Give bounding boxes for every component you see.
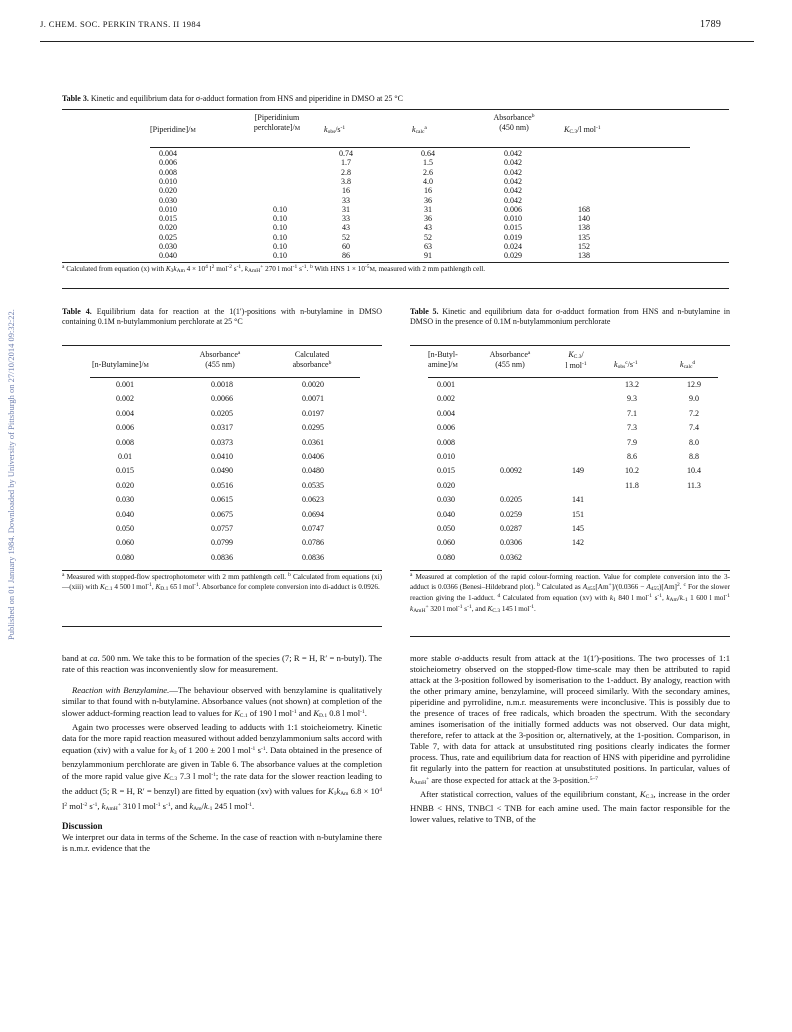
table5-cell: 0.008 xyxy=(437,437,455,447)
table5-cell: 0.015 xyxy=(437,466,455,476)
table5-row xyxy=(410,438,792,452)
table5-cell: 7.2 xyxy=(689,408,699,418)
table3-cell: 0.030 xyxy=(159,242,177,251)
table4-cell: 0.0836 xyxy=(211,552,233,562)
page-number: 1789 xyxy=(700,19,722,30)
table3-cell: 0.006 xyxy=(159,158,177,168)
table3-cell: 91 xyxy=(424,251,432,261)
table3-cell: 0.74 xyxy=(339,149,353,158)
table4-cell: 0.0490 xyxy=(211,466,233,476)
table3-cell: 2.8 xyxy=(341,167,351,177)
table3-cell: 0.042 xyxy=(504,149,522,158)
table3-cell: 0.020 xyxy=(159,223,177,233)
table4-end-rule xyxy=(62,626,382,627)
table4-cell: 0.0205 xyxy=(211,408,233,418)
table3-cell: 1.5 xyxy=(423,158,433,168)
table3-head: [Piperidine]/M [Piperidinium perchlorate]/M $k_{obs}/s^{-1}$ $k_{calc}^a$ Absorbance$^b$ (450 nm) $K_{C.3}/l$ mol$^{-1}$ xyxy=(150,113,601,135)
table4-cell: 0.015 xyxy=(116,466,134,476)
table3-cell: 0.025 xyxy=(159,232,177,242)
table3-cell: 0.042 xyxy=(504,176,522,186)
table3-row xyxy=(150,205,750,214)
table5-row xyxy=(410,466,792,480)
table5-row xyxy=(410,510,792,524)
table3-cell: 63 xyxy=(424,242,432,251)
table3-row xyxy=(150,149,750,158)
table4-cell: 0.0071 xyxy=(302,394,324,404)
table4-cell: 0.040 xyxy=(116,509,134,519)
body-left-column: band at ca. 500 nm. We take this to be formation of the species (7; R = H, R′ = n-butyl). The rate of this reaction was inconveniently slow for measurement. Reaction with Benzylamine.—The behaviour observed with benzylamine is qualitatively similar to that found with n-butylamine. Absorbance values (not shown) at completion of the slower adduct-forming reaction lead to values for $K_{C.1}$ of 190 l mol$^{-1}$ and $K_{D.1}$ 0.8 l mol$^{-1}$. Again two processes were observed leading to adducts with 1:1 stoicheiometry. Kinetic data for the more rapid reaction measured without added benzylammonium salts accord with equation (xiv) with a value for $k_3$ of 1 200 ± 200 l mol$^{-1}$ $s^{-1}$. Data obtained in the presence of benzylammonium perchlorate are given in Table 6. The absorbance values at the completion of the more rapid value give $K_{C.3}$ 7.3 l mol$^{-1}$; the rate data for the slower reaction leading to the adduct (5; R = H, R′ = benzyl) are fitted by equation (xv) with values for $K_1k_{Am}$ $6.8 \times 10^4$ $l^2$ mol$^{-2}$ $s^{-1}$, $k_{AmH}^+$ 310 l mol$^{-1}$ $s^{-1}$, and $k_{Am}/k_{-1}$ 245 l mol$^{-1}$. Discussion We interpret our data in terms of the Scheme. In the case of reaction with n-butylamine there is n.m.r. evidence that the xyxy=(62,653,382,853)
table5-top-rule xyxy=(410,345,730,346)
table5-cell: 145 xyxy=(572,524,584,533)
table3-cell: 0.10 xyxy=(273,214,287,224)
table4-cell: 0.0799 xyxy=(211,538,233,548)
table3-cell: 0.040 xyxy=(159,251,177,261)
table3-cell: 4.0 xyxy=(423,176,433,186)
table4-head-rule xyxy=(90,377,360,378)
table5-cell: 0.0287 xyxy=(500,524,522,533)
table3-cell: 16 xyxy=(424,186,432,196)
table3-row xyxy=(150,223,750,232)
table3-cell: 2.6 xyxy=(423,167,433,177)
table4-cell: 0.060 xyxy=(116,538,134,548)
table3-cell: 0.010 xyxy=(159,176,177,186)
table3-row xyxy=(150,233,750,242)
table4-cell: 0.001 xyxy=(116,380,134,389)
table3-cell: 0.019 xyxy=(504,232,522,242)
table5-row xyxy=(410,538,792,552)
table3-cell: 0.10 xyxy=(273,223,287,233)
table5-row xyxy=(410,452,792,466)
table3-row xyxy=(150,196,750,205)
table3-head-rule xyxy=(150,147,690,148)
table4-cell: 0.0516 xyxy=(211,480,233,490)
table5-end-rule xyxy=(410,636,730,637)
table3-row xyxy=(150,168,750,177)
table3-cell: 0.006 xyxy=(504,204,522,214)
table3-row xyxy=(150,242,750,251)
table3-cell: 43 xyxy=(424,223,432,233)
table4-cell: 0.0623 xyxy=(302,495,324,505)
table5-cell: 0.0205 xyxy=(500,495,522,505)
table5-row xyxy=(410,409,792,423)
table4-cell: 0.01 xyxy=(118,452,132,461)
table5-cell: 0.010 xyxy=(437,452,455,461)
table3-cell: 0.020 xyxy=(159,186,177,196)
table4-cell: 0.0197 xyxy=(302,408,324,418)
table3-cell: 0.004 xyxy=(159,149,177,158)
table3-caption: Table 3. Kinetic and equilibrium data for σ-adduct formation from HNS and piperidine in DMSO at 25 °C xyxy=(62,94,403,103)
table4-cell: 0.030 xyxy=(116,495,134,505)
table5-cell: 0.0306 xyxy=(500,538,522,548)
table4-cell: 0.008 xyxy=(116,437,134,447)
table4-cell: 0.0480 xyxy=(302,466,324,476)
table3-cell: 52 xyxy=(342,232,350,242)
table5-cell: 0.004 xyxy=(437,408,455,418)
table5-cell: 0.030 xyxy=(437,495,455,505)
table5-row xyxy=(410,495,792,509)
table3-cell: 0.042 xyxy=(504,167,522,177)
discussion-heading: Discussion xyxy=(62,821,103,831)
running-header: J. CHEM. SOC. PERKIN TRANS. II 1984 xyxy=(40,19,201,29)
table4-cell: 0.006 xyxy=(116,423,134,433)
table5-head-rule xyxy=(428,377,718,378)
table3-cell: 0.10 xyxy=(273,251,287,261)
table5-cell: 8.6 xyxy=(627,452,637,461)
table5-cell: 13.2 xyxy=(625,380,639,389)
table3-cell: 52 xyxy=(424,232,432,242)
table3-cell: 36 xyxy=(424,214,432,224)
table5-cell: 12.9 xyxy=(687,380,701,389)
table5-cell: 9.0 xyxy=(689,394,699,404)
table5-cell: 0.0259 xyxy=(500,509,522,519)
table4-cell: 0.0018 xyxy=(211,380,233,389)
table5-row xyxy=(410,553,792,567)
table3-bottom-rule xyxy=(62,262,729,263)
table4-cell: 0.0410 xyxy=(211,452,233,461)
table4-cell: 0.004 xyxy=(116,408,134,418)
table3-cell: 135 xyxy=(578,232,590,242)
table5-row xyxy=(410,380,792,394)
table3-cell: 138 xyxy=(578,251,590,261)
table4-top-rule xyxy=(62,345,382,346)
table3-cell: 33 xyxy=(342,214,350,224)
table4-cell: 0.0020 xyxy=(302,380,324,389)
table5-cell: 7.1 xyxy=(627,408,637,418)
table5-cell: 141 xyxy=(572,495,584,505)
table4-head: [n-Butylamine]/M Absorbance$^a$ (455 nm) Calculated absorbance$^b$ xyxy=(92,350,332,369)
table3-cell: 86 xyxy=(342,251,350,261)
table5-cell: 7.9 xyxy=(627,437,637,447)
sidebar-notice-text[interactable]: Published on 01 January 1984. Downloaded by University of Pittsburgh on 27/10/2014 09:32:22. xyxy=(6,309,16,640)
table4-cell: 0.0675 xyxy=(211,509,233,519)
header-rule xyxy=(40,41,754,42)
table3-cell: 0.10 xyxy=(273,204,287,214)
table4-cell: 0.0615 xyxy=(211,495,233,505)
sidebar-notice[interactable] xyxy=(6,200,22,640)
table3-cell: 0.10 xyxy=(273,242,287,251)
table3-cell: 60 xyxy=(342,242,350,251)
table3-end-rule xyxy=(62,288,729,289)
table5-cell: 0.050 xyxy=(437,524,455,533)
table4-cell: 0.0757 xyxy=(211,524,233,533)
table3-cell: 31 xyxy=(424,204,432,214)
table3-row xyxy=(150,186,750,195)
table5-cell: 0.040 xyxy=(437,509,455,519)
table3-cell: 0.042 xyxy=(504,195,522,205)
table5-cell: 8.0 xyxy=(689,437,699,447)
table3-footnote: $^a$ Calculated from equation (x) with $K_3k_{Am}$ $4 \times 10^4$ $l^2$ mol$^{-2}$ $s^{-1}$, $k_{AmH}^+$ 270 l mol$^{-1}$ $s^{-1}$. $^b$ With HNS $1 \times 10^{-5}M$, measured with 2 mm pathlength cell. xyxy=(62,264,486,274)
table5-cell: 0.0092 xyxy=(500,466,522,476)
table4-cell: 0.050 xyxy=(116,524,134,533)
table5-cell: 0.060 xyxy=(437,538,455,548)
table4-cell: 0.0406 xyxy=(302,452,324,461)
table3-cell: 43 xyxy=(342,223,350,233)
table3-cell: 33 xyxy=(342,195,350,205)
table4-cell: 0.0361 xyxy=(302,437,324,447)
table5-cell: 0.0362 xyxy=(500,552,522,562)
table5-row xyxy=(410,394,792,408)
table5-cell: 8.8 xyxy=(689,452,699,461)
table5-cell: 0.006 xyxy=(437,423,455,433)
table3-row xyxy=(150,177,750,186)
table4-cell: 0.020 xyxy=(116,480,134,490)
table4-cell: 0.0295 xyxy=(302,423,324,433)
table4-footnote: $^a$ Measured with stopped-flow spectrophotometer with 2 mm pathlength cell. $^b$ Calculated from equations (xi)—(xiii) with $K_{C.1}$ 4 500 l mol$^{-1}$, $K_{D.1}$ 65 l mol$^{-1}$. Absorbance for complete conversion into di-adduct is 0.0926. xyxy=(62,572,382,592)
table3-cell: 0.010 xyxy=(504,214,522,224)
table4-cell: 0.0786 xyxy=(302,538,324,548)
table5-cell: 7.4 xyxy=(689,423,699,433)
table3-cell: 0.008 xyxy=(159,167,177,177)
table5-footnote: $^a$ Measured at completion of the rapid colour-forming reaction. Value for complete conversion into the 3-adduct is 0.0366 (Benesi–Hildebrand plot). $^b$ Calculated as $A_{455}[Am^+]/(0.0366 - A_{455})[Am]^2$. $^c$ For the slower reaction giving the 1-adduct. $^d$ Calculated from equation (xv) with $k_1$ 840 l mol$^{-1}$ $s^{-1}$, $k_{Am}/k_{-1}$ 1 600 l mol$^{-1}$ $k_{AmH}^+$ 320 l mol$^{-1}$ $s^{-1}$, and $K_{C.3}$ 145 l mol$^{-1}$. xyxy=(410,572,730,614)
table3-cell: 0.015 xyxy=(504,223,522,233)
table5-cell: 7.3 xyxy=(627,423,637,433)
table5-cell: 0.020 xyxy=(437,480,455,490)
table5-cell: 151 xyxy=(572,509,584,519)
table3-row xyxy=(150,214,750,223)
table3-cell: 31 xyxy=(342,204,350,214)
table3-cell: 0.029 xyxy=(504,251,522,261)
table4-cell: 0.0373 xyxy=(211,437,233,447)
table5-row xyxy=(410,423,792,437)
table4-cell: 0.0066 xyxy=(211,394,233,404)
table3-row xyxy=(150,158,750,167)
table3-top-rule xyxy=(62,109,729,110)
table5-cell: 0.080 xyxy=(437,552,455,562)
table3-cell: 0.010 xyxy=(159,204,177,214)
table5-cell: 10.2 xyxy=(625,466,639,476)
table4-caption: Table 4. Equilibrium data for reaction at the 1(1′)-positions with n-butylamine in DMSO containing 0.1M n-butylammonium perchlorate at 25 °C xyxy=(62,307,383,326)
table3-cell: 16 xyxy=(342,186,350,196)
table5-cell: 0.001 xyxy=(437,380,455,389)
table5-cell: 11.3 xyxy=(687,480,701,490)
table5-bottom-rule xyxy=(410,570,730,571)
table3-cell: 0.015 xyxy=(159,214,177,224)
table3-cell: 138 xyxy=(578,223,590,233)
table4-cell: 0.002 xyxy=(116,394,134,404)
table5-cell: 11.8 xyxy=(625,480,639,490)
table3-cell: 152 xyxy=(578,242,590,251)
table3-cell: 3.8 xyxy=(341,176,351,186)
table3-cell: 140 xyxy=(578,214,590,224)
table3-cell: 0.64 xyxy=(421,149,435,158)
table4-cell: 0.0535 xyxy=(302,480,324,490)
table4-cell: 0.0317 xyxy=(211,423,233,433)
table5-cell: 142 xyxy=(572,538,584,548)
table5-cell: 9.3 xyxy=(627,394,637,404)
table4-bottom-rule xyxy=(62,570,382,571)
table3-cell: 0.024 xyxy=(504,242,522,251)
table3-cell: 1.7 xyxy=(341,158,351,168)
body-right-column: more stable σ-adducts result from attack at the 1(1′)-positions. The two processes of 1:1 stoicheiometry observed on the stopped-flow time-scale may then be attributed to rapid attack at the 3-position followed by isomerisation to the 1-adduct. By analogy, reaction with the other primary amine, benzylamine, will proceed similarly. With the secondary amines, piperidine and pyrrolidine, n.m.r. measurements were inconclusive. This is possibly due to the presence of traces of free radicals, which broaden the spectrum. With the secondary amines isomerisation of the initially formed adducts was not observed. Our data might, therefore, refer to attack at the 3-position or, alternatively, at the 1-position. Comparison, in Table 7, with data for attack at unsubstituted ring positions clearly indicates the former process. Thus, rate and equilibrium data for reaction of HNS with piperidine and pyrrolidine fit regularly into the pattern for reaction at unsubstituted positions. In particular, values of $k_{AmH}^+$ are those expected for attack at the 3-position.$^{5-7}$ After statistical correction, values of the equilibrium constant, $K_{C.3}$, increase in the order HNBB < HNS, TNBCl < TNB for each amine used. The main factor responsible for the lower values, relative to TNB, of the xyxy=(410,653,730,824)
table5-cell: 149 xyxy=(572,466,584,476)
table4-cell: 0.080 xyxy=(116,552,134,562)
table5-head: [n-Butyl- amine]/M Absorbance$^a$ (455 nm) $K_{C.3}/$ l mol$^{-1}$ $k_{obs}^c/s^{-1}$ $k_{calc}^d$ xyxy=(428,350,696,370)
table3-cell: 0.030 xyxy=(159,195,177,205)
table5-cell: 10.4 xyxy=(687,466,701,476)
table5-cell: 0.002 xyxy=(437,394,455,404)
table3-cell: 0.042 xyxy=(504,186,522,196)
subheading-benzylamine: Reaction with Benzylamine. xyxy=(72,685,170,695)
table3-cell: 0.10 xyxy=(273,232,287,242)
table3-cell: 168 xyxy=(578,204,590,214)
table3-cell: 36 xyxy=(424,195,432,205)
table5-row xyxy=(410,481,792,495)
table4-cell: 0.0694 xyxy=(302,509,324,519)
table5-row xyxy=(410,524,792,538)
table3-row xyxy=(150,251,750,260)
table4-cell: 0.0747 xyxy=(302,524,324,533)
table5-caption: Table 5. Kinetic and equilibrium data for σ-adduct formation from HNS and n-butylamine in DMSO in the presence of 0.1M n-butylammonium perchlorate xyxy=(410,307,731,326)
table3-cell: 0.042 xyxy=(504,158,522,168)
table4-cell: 0.0836 xyxy=(302,552,324,562)
